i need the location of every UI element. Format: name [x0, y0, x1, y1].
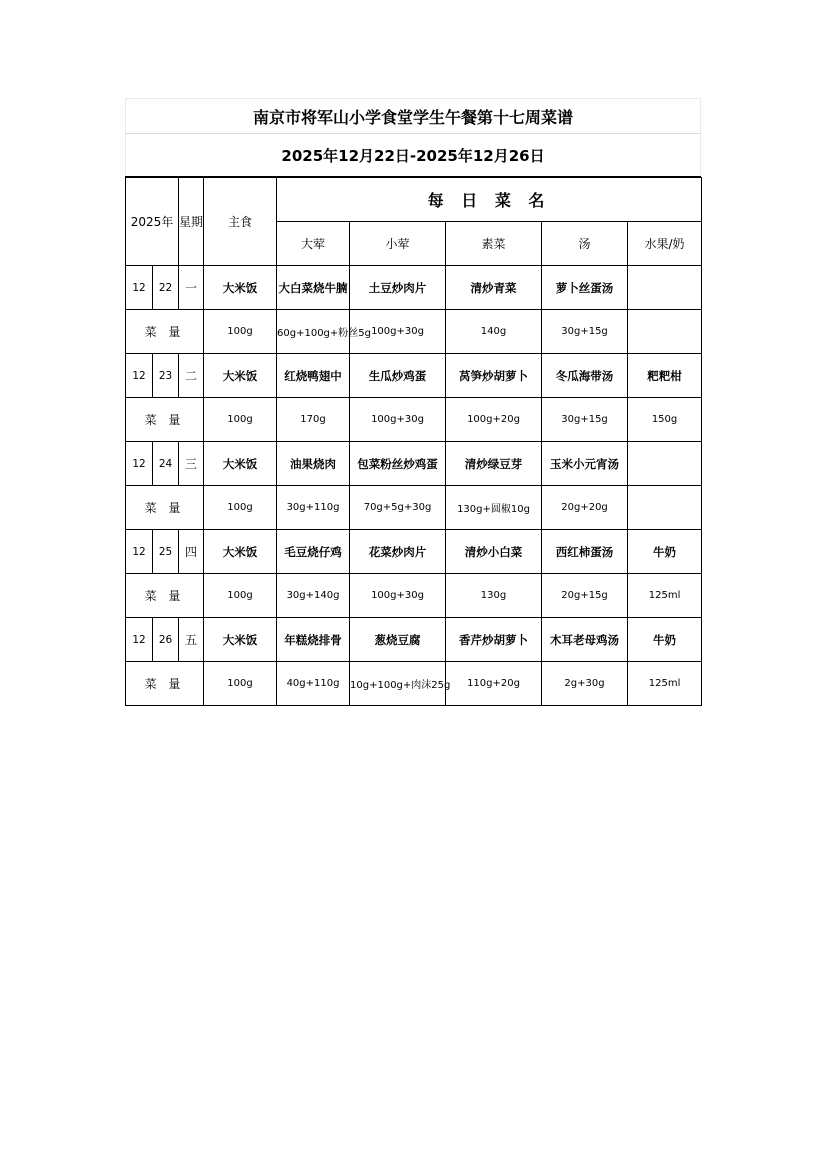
- staple-qty-cell: 100g: [204, 310, 277, 354]
- dish-cell: 油果烧肉: [277, 442, 350, 486]
- dish-cell: 生瓜炒鸡蛋: [350, 354, 446, 398]
- column-header: 汤: [542, 222, 628, 266]
- qty-cell: 125ml: [628, 574, 702, 618]
- dish-cell: 包菜粉丝炒鸡蛋: [350, 442, 446, 486]
- staple-cell: 大米饭: [204, 618, 277, 662]
- staple-cell: 大米饭: [204, 354, 277, 398]
- column-header: 小荤: [350, 222, 446, 266]
- dish-cell: 牛奶: [628, 530, 702, 574]
- qty-cell: 100g+30g: [350, 574, 446, 618]
- weekday-cell: 一: [179, 266, 204, 310]
- qty-cell: 20g+20g: [542, 486, 628, 530]
- quantity-label: 菜 量: [126, 574, 204, 618]
- dish-cell: 花菜炒肉片: [350, 530, 446, 574]
- day-cell: 22: [153, 266, 179, 310]
- staple-header: 主食: [204, 178, 277, 266]
- dish-cell: 木耳老母鸡汤: [542, 618, 628, 662]
- menu-header-table: [125, 98, 701, 177]
- dish-cell: 红烧鸭翅中: [277, 354, 350, 398]
- staple-cell: 大米饭: [204, 266, 277, 310]
- quantity-row: [126, 574, 702, 618]
- qty-cell: 110g+20g: [446, 662, 542, 706]
- dish-cell: 莴笋炒胡萝卜: [446, 354, 542, 398]
- qty-cell: 100g+30g: [350, 398, 446, 442]
- qty-cell: 130g+圆椒10g: [446, 486, 542, 530]
- month-cell: 12: [126, 442, 153, 486]
- qty-cell: 30g+15g: [542, 398, 628, 442]
- qty-cell: 130g: [446, 574, 542, 618]
- day-cell: 24: [153, 442, 179, 486]
- qty-cell: 20g+15g: [542, 574, 628, 618]
- weekday-cell: 四: [179, 530, 204, 574]
- weekday-cell: 五: [179, 618, 204, 662]
- day-cell: 26: [153, 618, 179, 662]
- date-range: 2025年12月22日-2025年12月26日: [126, 134, 701, 177]
- dish-cell: 粑粑柑: [628, 354, 702, 398]
- dish-cell: 清炒绿豆芽: [446, 442, 542, 486]
- qty-cell: 2g+30g: [542, 662, 628, 706]
- qty-cell: 100g+20g: [446, 398, 542, 442]
- staple-qty-cell: 100g: [204, 574, 277, 618]
- month-cell: 12: [126, 354, 153, 398]
- dish-cell: [628, 442, 702, 486]
- qty-cell: 30g+110g: [277, 486, 350, 530]
- column-header: 素菜: [446, 222, 542, 266]
- dish-cell: 年糕烧排骨: [277, 618, 350, 662]
- column-header: 大荤: [277, 222, 350, 266]
- qty-cell: 170g: [277, 398, 350, 442]
- dish-cell: 毛豆烧仔鸡: [277, 530, 350, 574]
- qty-cell: 150g: [628, 398, 702, 442]
- weekday-header: 星期: [179, 178, 204, 266]
- dish-cell: 清炒小白菜: [446, 530, 542, 574]
- month-cell: 12: [126, 530, 153, 574]
- quantity-row: [126, 662, 702, 706]
- quantity-row: [126, 310, 702, 354]
- day-row: [126, 618, 702, 662]
- dish-cell: 土豆炒肉片: [350, 266, 446, 310]
- dish-cell: 玉米小元宵汤: [542, 442, 628, 486]
- day-row: [126, 266, 702, 310]
- dish-cell: 香芹炒胡萝卜: [446, 618, 542, 662]
- staple-cell: 大米饭: [204, 442, 277, 486]
- dish-cell: [628, 266, 702, 310]
- qty-cell: 30g+15g: [542, 310, 628, 354]
- qty-cell: 125ml: [628, 662, 702, 706]
- menu-table: [125, 177, 702, 706]
- staple-qty-cell: 100g: [204, 662, 277, 706]
- staple-qty-cell: 100g: [204, 398, 277, 442]
- dish-cell: 葱烧豆腐: [350, 618, 446, 662]
- staple-cell: 大米饭: [204, 530, 277, 574]
- quantity-row: [126, 398, 702, 442]
- quantity-label: 菜 量: [126, 486, 204, 530]
- dish-cell: 牛奶: [628, 618, 702, 662]
- qty-cell: 70g+5g+30g: [350, 486, 446, 530]
- dish-cell: 大白菜烧牛腩: [277, 266, 350, 310]
- qty-cell: 30g+140g: [277, 574, 350, 618]
- quantity-label: 菜 量: [126, 310, 204, 354]
- weekday-cell: 二: [179, 354, 204, 398]
- qty-cell: [628, 310, 702, 354]
- daily-dishes-header: 每 日 菜 名: [277, 178, 702, 222]
- qty-cell: 40g+110g: [277, 662, 350, 706]
- quantity-label: 菜 量: [126, 662, 204, 706]
- dish-cell: 冬瓜海带汤: [542, 354, 628, 398]
- column-header: 水果/奶: [628, 222, 702, 266]
- weekday-cell: 三: [179, 442, 204, 486]
- qty-cell: 100g+30g: [350, 310, 446, 354]
- qty-cell: [628, 486, 702, 530]
- month-cell: 12: [126, 266, 153, 310]
- day-row: [126, 442, 702, 486]
- dish-cell: 清炒青菜: [446, 266, 542, 310]
- day-cell: 25: [153, 530, 179, 574]
- staple-qty-cell: 100g: [204, 486, 277, 530]
- menu-sheet: [125, 98, 701, 706]
- year-header: 2025年: [126, 178, 179, 266]
- menu-title: 南京市将军山小学食堂学生午餐第十七周菜谱: [126, 99, 701, 134]
- qty-cell: 140g: [446, 310, 542, 354]
- day-row: [126, 354, 702, 398]
- day-row: [126, 530, 702, 574]
- day-cell: 23: [153, 354, 179, 398]
- dish-cell: 西红柿蛋汤: [542, 530, 628, 574]
- qty-cell: 10g+100g+肉沫25g: [350, 662, 446, 706]
- qty-cell: 60g+100g+粉丝5g: [277, 310, 350, 354]
- month-cell: 12: [126, 618, 153, 662]
- quantity-label: 菜 量: [126, 398, 204, 442]
- dish-cell: 萝卜丝蛋汤: [542, 266, 628, 310]
- quantity-row: [126, 486, 702, 530]
